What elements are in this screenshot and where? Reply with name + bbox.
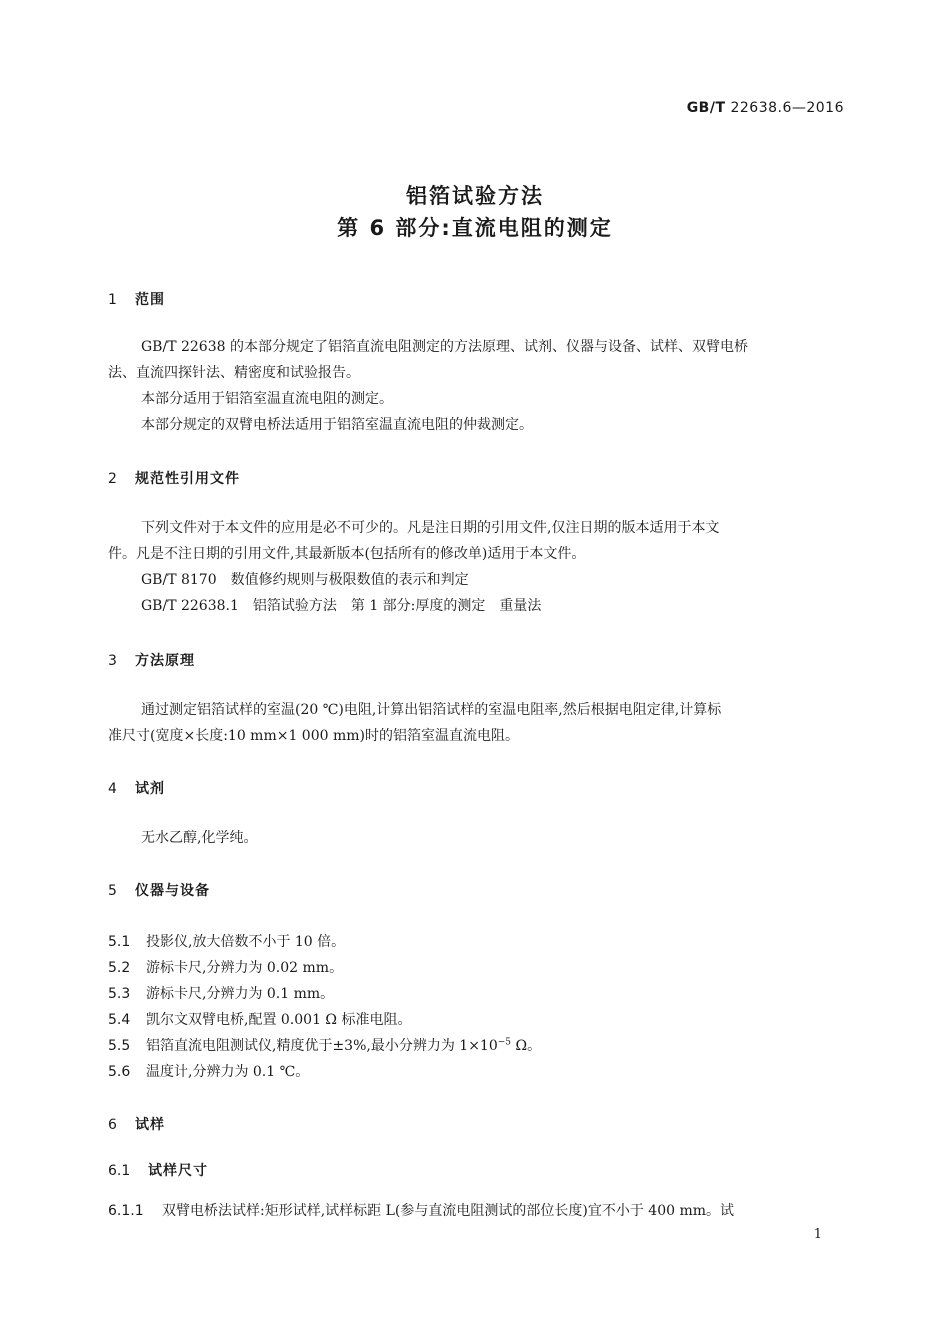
list-item — [108, 1200, 734, 1220]
list-item — [108, 1061, 309, 1081]
section-number: 6 — [108, 1117, 117, 1133]
reference-item: GB/T 8170 数值修约规则与极限数值的表示和判定 — [141, 572, 469, 588]
section-4-heading — [108, 778, 165, 798]
item-text: 温度计,分辨力为 0.1 ℃。 — [146, 1064, 310, 1080]
section-number: 5 — [108, 883, 117, 899]
paragraph: 下列文件对于本文件的应用是必不可少的。凡是注日期的引用文件,仅注日期的版本适用于本文 — [141, 520, 720, 536]
section-2-heading — [108, 468, 240, 488]
section-title: 范围 — [135, 292, 165, 308]
section-title: 试剂 — [135, 781, 165, 797]
document-title: 铝箔试验方法 — [406, 184, 544, 208]
standard-code: 22638.6—2016 — [730, 100, 844, 116]
exponent: −5 — [497, 1037, 512, 1048]
section-1-heading — [108, 289, 165, 309]
list-item — [108, 1035, 541, 1055]
subsection-title: 试样尺寸 — [148, 1163, 208, 1179]
item-number: 5.2 — [108, 960, 131, 976]
paragraph: 件。凡是不注日期的引用文件,其最新版本(包括所有的修改单)适用于本文件。 — [108, 546, 586, 562]
section-number: 3 — [108, 653, 117, 669]
list-item — [108, 1009, 412, 1029]
section-title: 试样 — [135, 1117, 165, 1133]
section-number: 4 — [108, 781, 117, 797]
item-text: 游标卡尺,分辨力为 0.1 mm。 — [146, 986, 335, 1002]
paragraph: 本部分适用于铝箔室温直流电阻的测定。 — [141, 391, 393, 407]
standard-prefix: GB/T — [686, 100, 726, 116]
paragraph: 无水乙醇,化学纯。 — [141, 830, 258, 846]
paragraph: GB/T 22638 的本部分规定了铝箔直流电阻测定的方法原理、试剂、仪器与设备、试样、双臂电桥 — [141, 339, 748, 355]
item-text-unit: Ω。 — [511, 1038, 542, 1054]
item-number: 5.4 — [108, 1012, 131, 1028]
page-number: 1 — [813, 1227, 822, 1242]
paragraph: 本部分规定的双臂电桥法适用于铝箔室温直流电阻的仲裁测定。 — [141, 417, 533, 433]
item-number: 5.5 — [108, 1038, 131, 1054]
section-number: 2 — [108, 471, 117, 487]
section-title: 方法原理 — [135, 653, 195, 669]
item-number: 5.3 — [108, 986, 131, 1002]
item-text: 投影仪,放大倍数不小于 10 倍。 — [146, 934, 346, 950]
list-item — [108, 983, 334, 1003]
item-text: 凯尔文双臂电桥,配置 0.001 Ω 标准电阻。 — [146, 1012, 412, 1028]
subsection-6-1-heading — [108, 1160, 208, 1180]
section-5-heading — [108, 880, 210, 900]
reference-item: GB/T 22638.1 铝箔试验方法 第 1 部分:厚度的测定 重量法 — [141, 598, 542, 614]
section-6-heading — [108, 1114, 165, 1134]
section-title: 仪器与设备 — [135, 883, 210, 899]
paragraph: 准尺寸(宽度×长度:10 mm×1 000 mm)时的铝箔室温直流电阻。 — [108, 728, 519, 744]
subsection-number: 6.1 — [108, 1163, 131, 1179]
list-item — [108, 957, 343, 977]
paragraph: 通过测定铝箔试样的室温(20 ℃)电阻,计算出铝箔试样的室温电阻率,然后根据电阻定律,计算标 — [141, 702, 722, 718]
item-number: 5.6 — [108, 1064, 131, 1080]
item-text: 铝箔直流电阻测试仪,精度优于±3%,最小分辨力为 1×10 — [146, 1038, 498, 1054]
section-title: 规范性引用文件 — [135, 471, 240, 487]
item-text: 双臂电桥法试样:矩形试样,试样标距 L(参与直流电阻测试的部位长度)宜不小于 400 mm。试 — [162, 1203, 735, 1219]
section-number: 1 — [108, 292, 117, 308]
document-subtitle: 第 6 部分:直流电阻的测定 — [337, 216, 613, 240]
list-item — [108, 931, 345, 951]
paragraph: 法、直流四探针法、精密度和试验报告。 — [108, 365, 360, 381]
item-text: 游标卡尺,分辨力为 0.02 mm。 — [146, 960, 344, 976]
item-number: 6.1.1 — [108, 1203, 144, 1219]
standard-number — [687, 100, 844, 116]
section-3-heading — [108, 650, 195, 670]
item-number: 5.1 — [108, 934, 131, 950]
